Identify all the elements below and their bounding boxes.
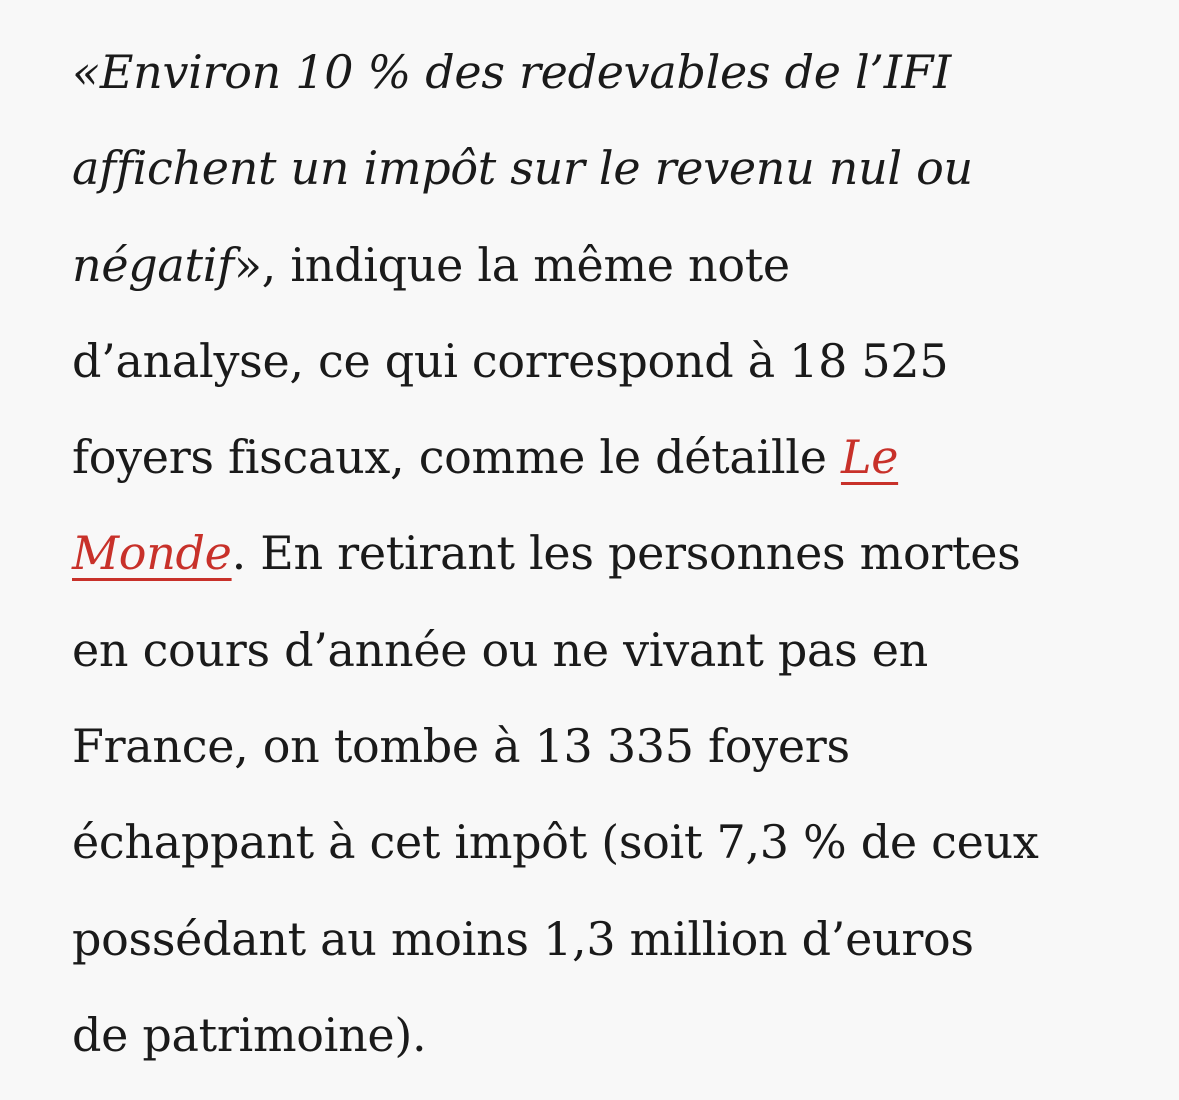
body-text: échappant à cet impôt (soit 7,3 % de ceux [72,815,1039,870]
paragraph-line [72,505,1152,601]
body-text: foyers fiscaux, comme le détaille [72,430,841,485]
body-text: . En retirant les personnes mortes [231,526,1021,581]
quote-text: négatif [72,237,234,292]
paragraph-line [72,120,1152,216]
quote-text: «Environ 10 % des redevables de l’IFI [72,45,952,99]
body-text: en cours d’année ou ne vivant pas en [72,622,928,677]
le-monde-link[interactable]: Monde [72,526,232,581]
body-text: de patrimoine). [72,1007,427,1062]
paragraph-line [72,794,1152,890]
paragraph-line [72,313,1152,409]
paragraph-line [72,24,1152,120]
paragraph-line [72,698,1152,794]
body-text: possédant au moins 1,3 million d’euros [72,911,974,966]
paragraph-line [72,602,1152,698]
body-text: », indique la même note [233,237,790,292]
paragraph-line [72,217,1152,313]
body-text: France, on tombe à 13 335 foyers [72,719,850,774]
le-monde-link[interactable]: Le [840,430,899,485]
article-paragraph [72,24,1152,1083]
paragraph-line [72,987,1152,1083]
body-text: d’analyse, ce qui correspond à 18 525 [72,333,949,388]
paragraph-line [72,409,1152,505]
paragraph-line [72,891,1152,987]
quote-text: affichent un impôt sur le revenu nul ou [72,141,973,196]
